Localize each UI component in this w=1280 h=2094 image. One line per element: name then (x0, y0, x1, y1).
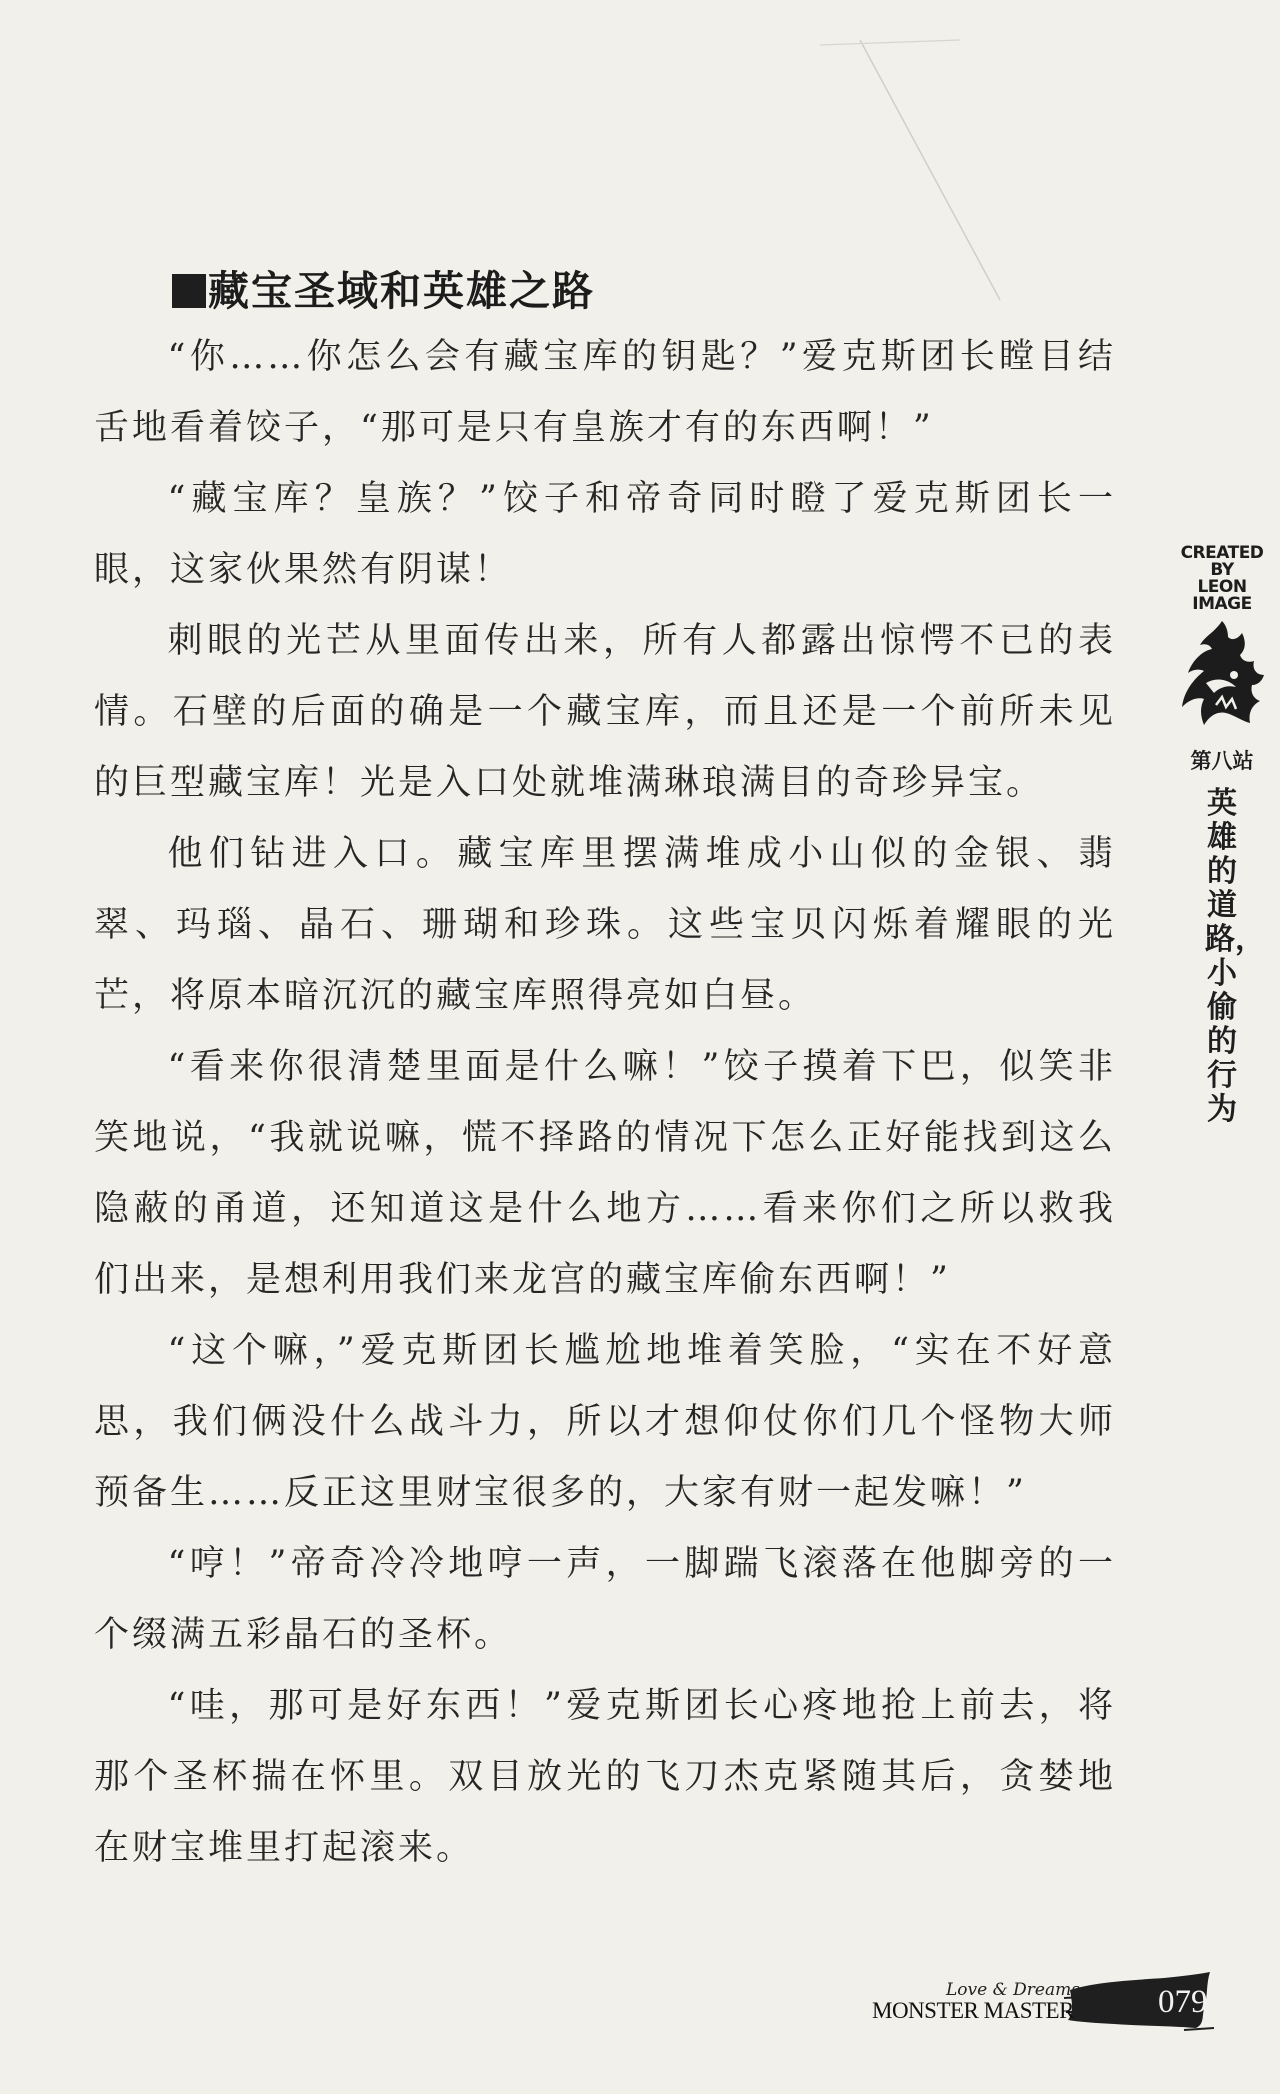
paragraph: “你……你怎么会有藏宝库的钥匙？”爱克斯团长瞠目结舌地看着饺子，“那可是只有皇族才有的东西啊！” (94, 337, 1116, 448)
paragraph: “藏宝库？皇族？”饺子和帝奇同时瞪了爱克斯团长一眼，这家伙果然有阴谋！ (94, 479, 1116, 590)
paragraph: 刺眼的光芒从里面传出来，所有人都露出惊愕不已的表情。石壁的后面的确是一个藏宝库，而且还是一个前所未见的巨型藏宝库！光是入口处就堆满琳琅满目的奇珍异宝。 (94, 621, 1116, 803)
dragon-head-icon (1176, 617, 1268, 729)
paragraph: “看来你很清楚里面是什么嘛！”饺子摸着下巴，似笑非笑地说，“我就说嘛，慌不择路的情况下怎么正好能找到这么隐蔽的甬道，还知道这是什么地方……看来你们之所以救我们出来，是想利用我们来龙宫的藏宝库偷东西啊！” (94, 1047, 1116, 1300)
chapter-label: 第八站 (1190, 749, 1254, 773)
chapter-sidebar (1172, 545, 1272, 1127)
paragraph: “哼！”帝奇冷冷地哼一声，一脚踹飞滚落在他脚旁的一个缀满五彩晶石的圣杯。 (94, 1544, 1116, 1655)
paragraph: 他们钻进入口。藏宝库里摆满堆成小山似的金银、翡翠、玛瑙、晶石、珊瑚和珍珠。这些宝贝闪烁着耀眼的光芒，将原本暗沉沉的藏宝库照得亮如白昼。 (94, 834, 1116, 1016)
studio-logo-text: CREATED BY LEON IMAGE (1180, 543, 1264, 614)
series-subtitle: Love & Dreams (946, 1980, 1080, 2000)
series-title: MONSTER MASTER (872, 1998, 1074, 2023)
story-text (94, 322, 1116, 1884)
page-footer (868, 1968, 1228, 2038)
title-square-icon (172, 274, 206, 308)
paragraph: “这个嘛，”爱克斯团长尴尬地堆着笑脸，“实在不好意思，我们俩没什么战斗力，所以才想仰仗你们几个怪物大师预备生……反正这里财宝很多的，大家有财一起发嘛！” (94, 1331, 1116, 1513)
section-title (172, 258, 595, 317)
section-title-text: 藏宝圣域和英雄之路 (208, 267, 595, 315)
page-number: 079 (1158, 1984, 1208, 2020)
paragraph: “哇，那可是好东西！”爱克斯团长心疼地抢上前去，将那个圣杯揣在怀里。双目放光的飞刀杰克紧随其后，贪婪地在财宝堆里打起滚来。 (94, 1686, 1116, 1868)
chapter-vertical-title: 英雄的道路，小偷的行为 (1205, 786, 1265, 1127)
